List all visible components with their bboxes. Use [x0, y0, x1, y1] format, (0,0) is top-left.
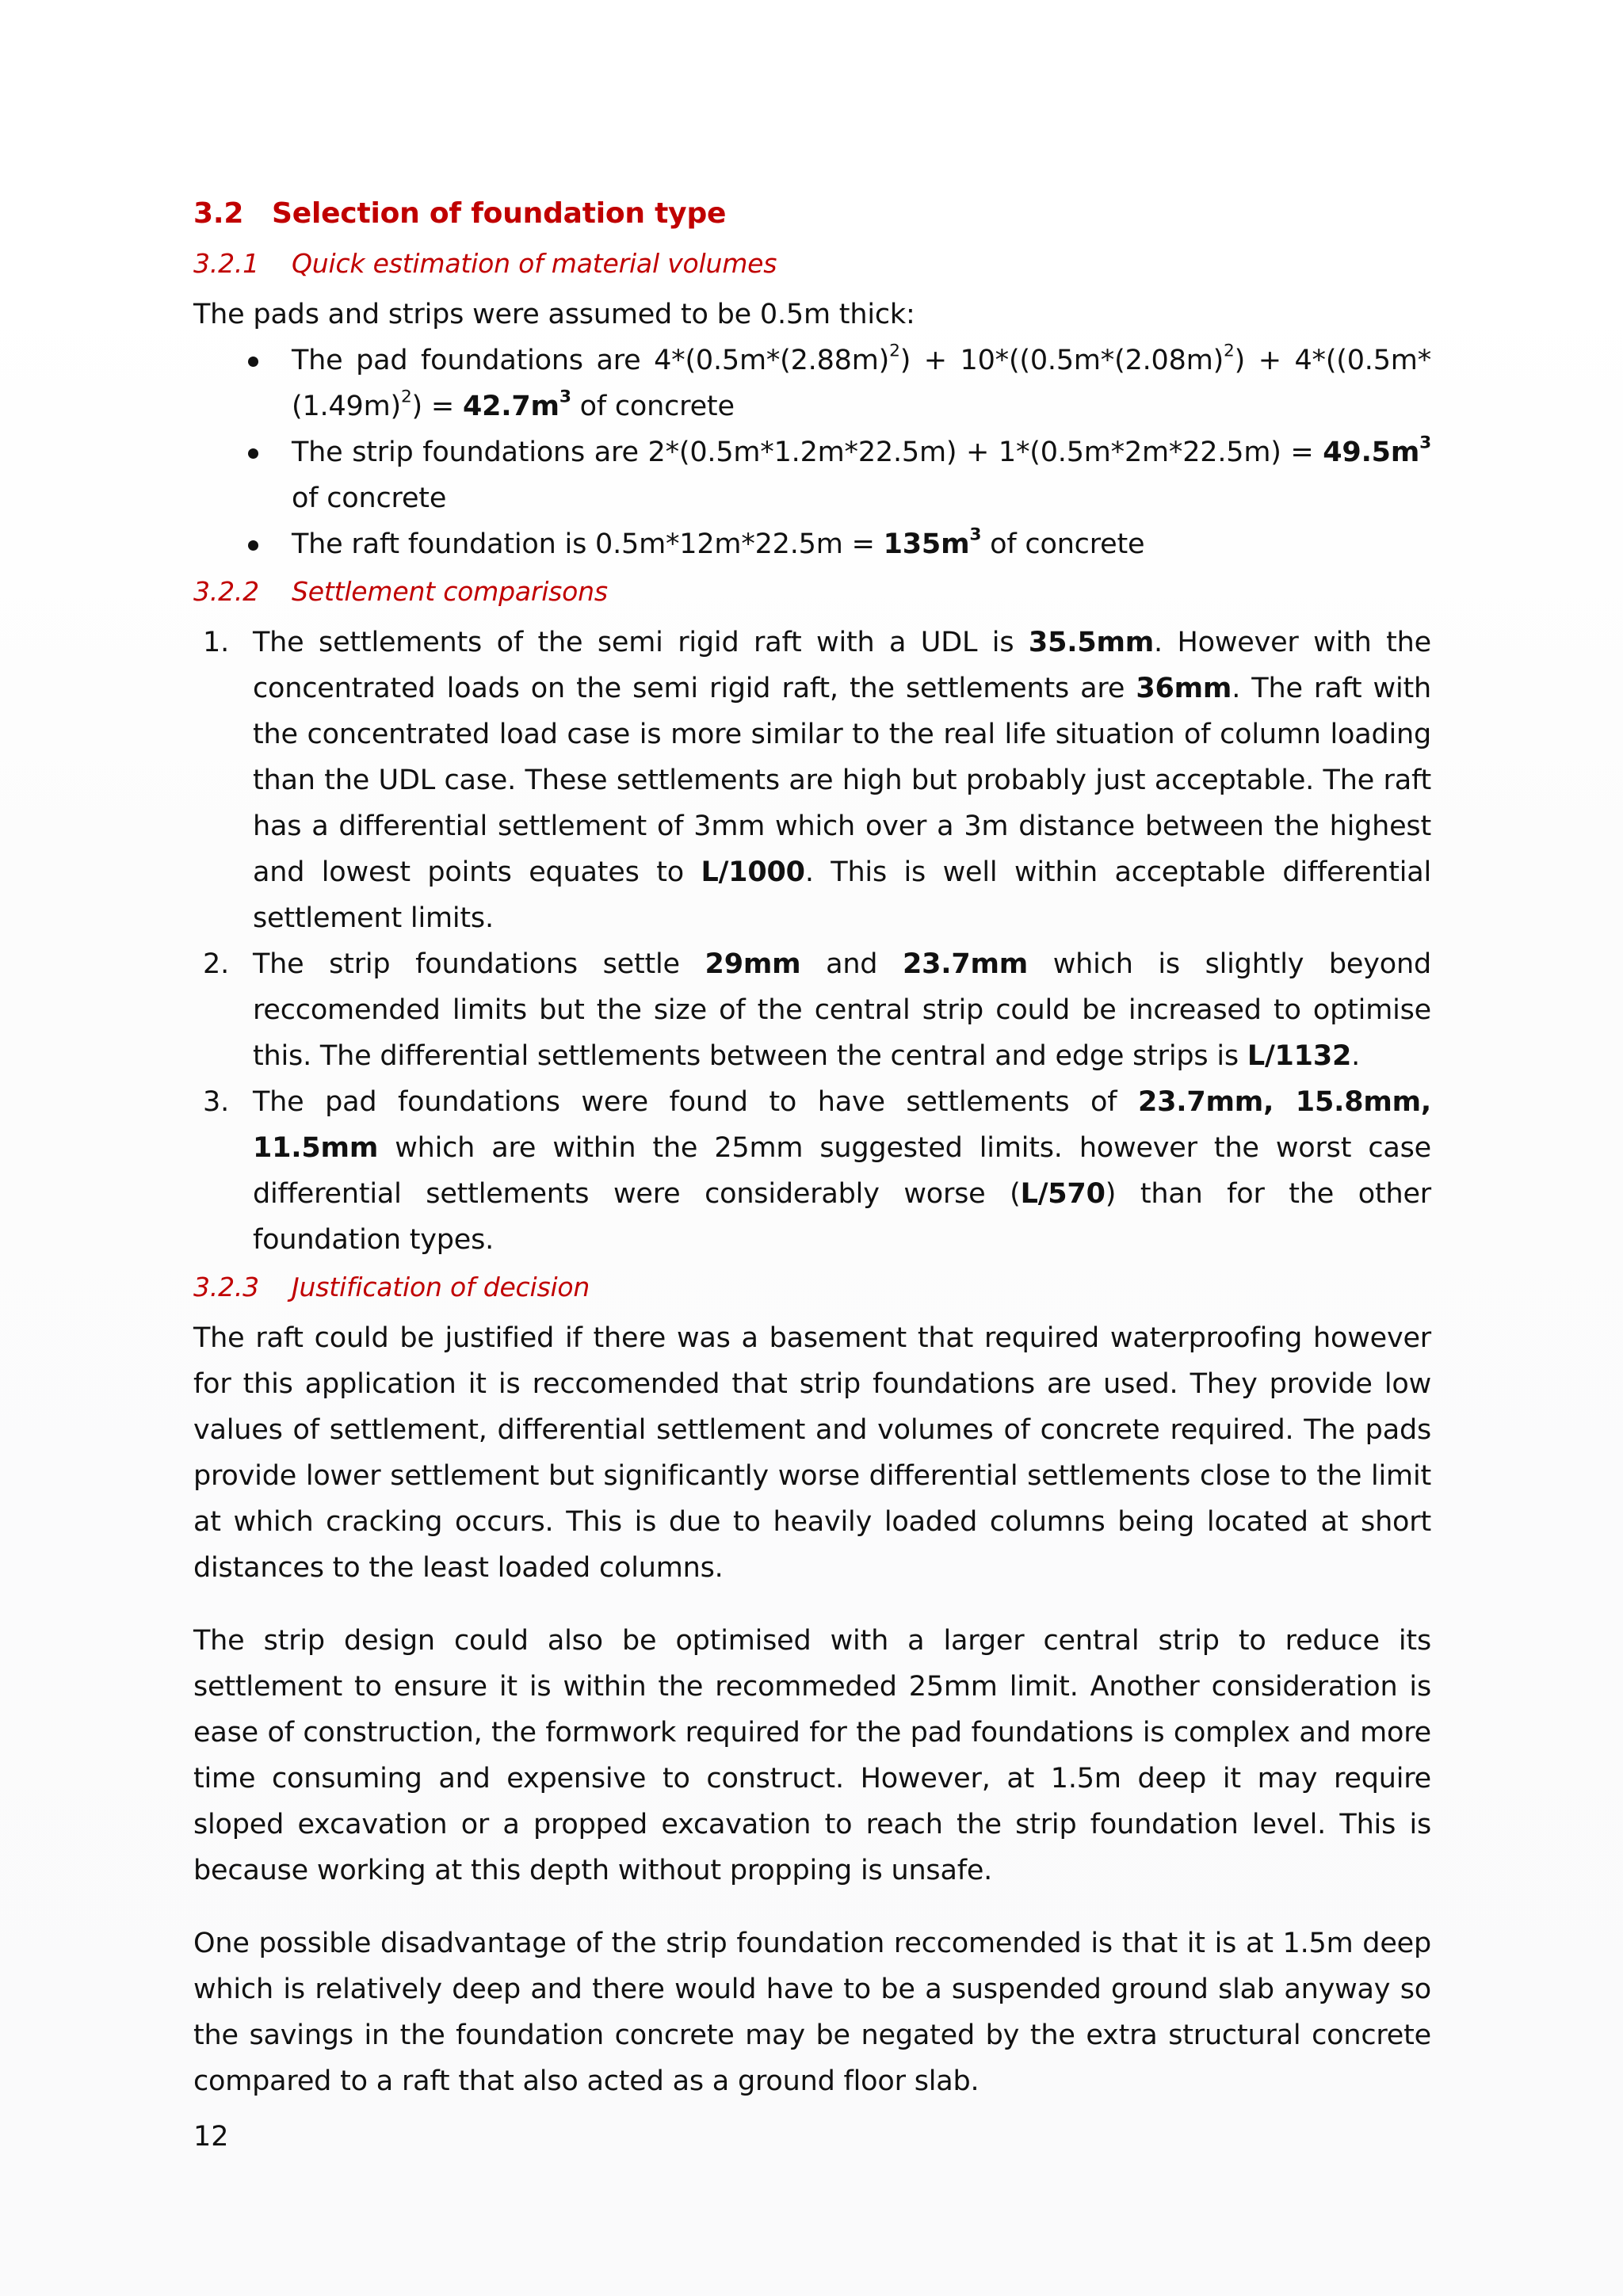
settlement-list: [193, 620, 1431, 1263]
subsection-number: 3.2.2: [193, 576, 259, 607]
paragraph: One possible disadvantage of the strip foundation reccomended is that it is at 1.5m deep which is relatively deep and there would have to be a suspended ground slab anyway so the savings in the foundation concrete may be negated by the extra structural concrete compared to a raft that also acted as a ground floor slab.: [193, 1928, 1431, 2097]
section-number: 3.2: [193, 197, 244, 230]
subsection-heading-3: [193, 1264, 1431, 1310]
subsection-heading-2: [193, 569, 1431, 615]
section-title: Selection of foundation type: [272, 197, 727, 230]
page-number: 12: [193, 2121, 229, 2153]
subsection-number: 3.2.1: [193, 248, 259, 279]
subsection-number: 3.2.3: [193, 1272, 259, 1302]
list-item: The strip foundations are $2*(0.5m*1.2m*22.5m) + 1*(0.5m*2m*22.5m) = 49.5m^3$ of concrete: [193, 429, 1431, 521]
list-item: The pad foundations are $4*(0.5m*(2.88m)^2) + 10*((0.5m*(2.08m)^2) + 4*((0.5m*(1.49m)^2) = 42.7m^3$ of concrete: [193, 338, 1431, 429]
paragraph: The raft could be justified if there was a basement that required waterproofing however for this application it is reccomended that strip foundations are used. They provide low values of settlement, differential settlement and volumes of concrete required. The pads provide lower settlement but significantly worse differential settlements close to the limit at which cracking occurs. This is due to heavily loaded columns being located at short distances to the least loaded columns.: [193, 1322, 1431, 1584]
subsection-title: Justification of decision: [292, 1272, 590, 1302]
bullet-icon: [248, 448, 258, 459]
volumes-list: [193, 338, 1431, 567]
list-item: 1. The settlements of the semi rigid raft with a UDL is 35.5mm. However with the concentrated loads on the semi rigid raft, the settlements are 36mm. The raft with the concentrated load case is more similar to the real life situation of column loading than the UDL case. These settlements are high but probably just acceptable. The raft has a differential settlement of 3mm which over a 3m distance between the highest and lowest points equates to L/1000. This is well within acceptable differential settlement limits.: [203, 627, 1432, 934]
section-heading: [193, 190, 1431, 238]
subsection-title: Settlement comparisons: [292, 576, 608, 607]
subsection-heading-1: [193, 241, 1431, 287]
paragraph: The strip design could also be optimised with a larger central strip to reduce its settlement to ensure it is within the recommeded 25mm limit. Another consideration is ease of construction, the formwork required for the pad foundations is complex and more time consuming and expensive to construct. However, at 1.5m deep it may require sloped excavation or a propped excavation to reach the strip foundation level. This is because working at this depth without propping is unsafe.: [193, 1625, 1431, 1886]
subsection-title: Quick estimation of material volumes: [292, 248, 777, 279]
volumes-intro: The pads and strips were assumed to be 0.5m thick:: [193, 299, 915, 330]
list-item: 3. The pad foundations were found to have settlements of 23.7mm, 15.8mm, 11.5mm which are within the 25mm suggested limits. however the worst case differential settlements were considerably worse (L/570) than for the other foundation types.: [203, 1086, 1432, 1256]
bullet-icon: [248, 357, 258, 367]
bullet-icon: [248, 540, 258, 551]
list-item: 2. The strip foundations settle 29mm and 23.7mm which is slightly beyond reccomended limits but the size of the central strip could be increased to optimise this. The differential settlements between the central and edge strips is L/1132.: [203, 948, 1431, 1072]
page-content: [193, 190, 1431, 2104]
list-item: The raft foundation is $0.5m*12m*22.5m = 135m^3$ of concrete: [193, 521, 1431, 567]
